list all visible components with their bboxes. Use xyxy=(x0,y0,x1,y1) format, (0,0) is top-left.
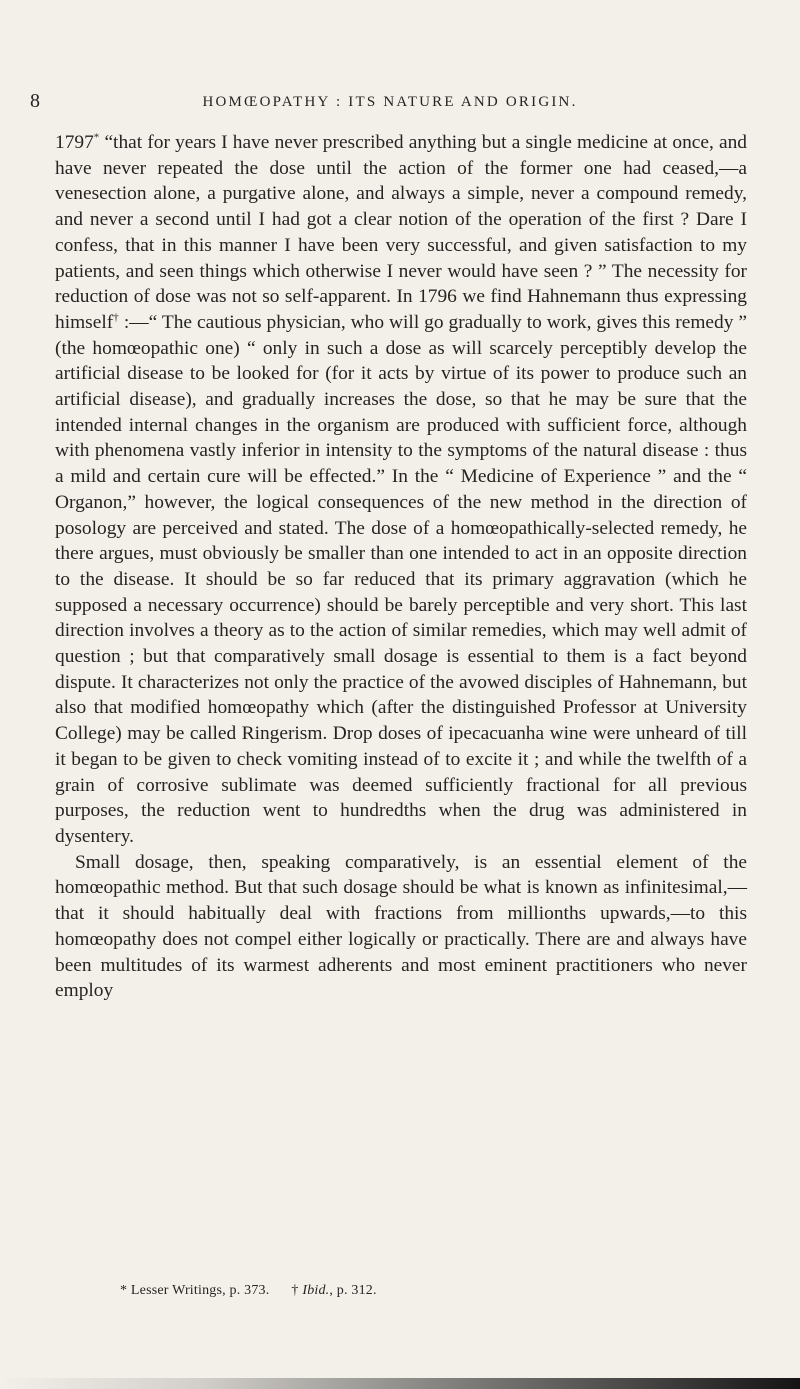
year: 1797 xyxy=(55,132,94,153)
scan-edge-shadow xyxy=(0,1378,800,1389)
footnote: † Ibid., p. 312. xyxy=(291,1283,377,1298)
page-number: 8 xyxy=(30,90,40,112)
paragraph-text: :—“ The cautious physician, who will go gradually to work, gives this remedy ” (the homœopathic one) “ only in such a dose as will scarcely perceptibly develop the artificial disease to be looked for (for it acts by virtue of its power to produce such an artificial disease), and gradually increases the dose, so that he may be sure that the intended internal changes in the organism are produced with sufficient force, although with phenomena vastly inferior in intensity to the symptoms of the natural disease : thus a mild and certain cure will be effected.” In the “ Medicine of Experience ” and the “ Organon,” however, the logical consequences of the new method in the direction of posology are perceived and stated. The dose of a homœopathically-selected remedy, he there argues, must obviously be smaller than one intended to act in an opposite direction to the disease. It should be so far reduced that its primary aggravation (which he supposed a necessary occurrence) should be barely perceptible and very short. This last direction involves a theory as to the action of similar remedies, which may well admit of question ; but that comparatively small dosage is essential to them is a fact beyond dispute. It characterizes not only the practice of the avowed disciples of Hahnemann, but also that modified homœopathy which (after the distinguished Professor at University College) may be called Ringerism. Drop doses of ipecacuanha wine were unheard of till it began to be given to check vomiting instead of to excite it ; and while the twelfth of a grain of corrosive sublimate was deemed sufficiently fractional for all previous purposes, the reduction went to hundredths when the drug was administered in dysentery. xyxy=(55,311,748,847)
footnote-marker: * xyxy=(93,131,100,144)
paragraph xyxy=(55,130,747,850)
running-head: HOMŒOPATHY : ITS NATURE AND ORIGIN. xyxy=(202,94,578,110)
footnotes xyxy=(120,1283,720,1299)
body-text xyxy=(55,130,747,1004)
footnote-marker: † xyxy=(113,311,119,324)
footnote: * Lesser Writings, p. 373. xyxy=(120,1283,270,1298)
paragraph-text: “that for years I have never prescribed anything but a single medicine at once, and have never repeated the dose until the action of the former one had ceased,—a venesection alone, a purgative alone, and always a simple, never a compound remedy, and never a second until I had got a clear notion of the operation of the first ? Dare I confess, that in this manner I have been very successful, and given satisfaction to my patients, and seen things which otherwise I never would have seen ? ” The necessity for reduction of dose was not so self-apparent. In 1796 we find Hahnemann thus expressing himself xyxy=(55,132,747,333)
paragraph: Small dosage, then, speaking comparatively, is an essential element of the homœopathic method. But that such dosage should be what is known as infinitesimal,—that it should habitually deal with fractions from millionths upwards,—to this homœopathy does not compel either logically or practically. There are and always have been multitudes of its warmest adherents and most eminent practitioners who never employ xyxy=(55,851,747,1002)
page-header xyxy=(0,88,800,118)
